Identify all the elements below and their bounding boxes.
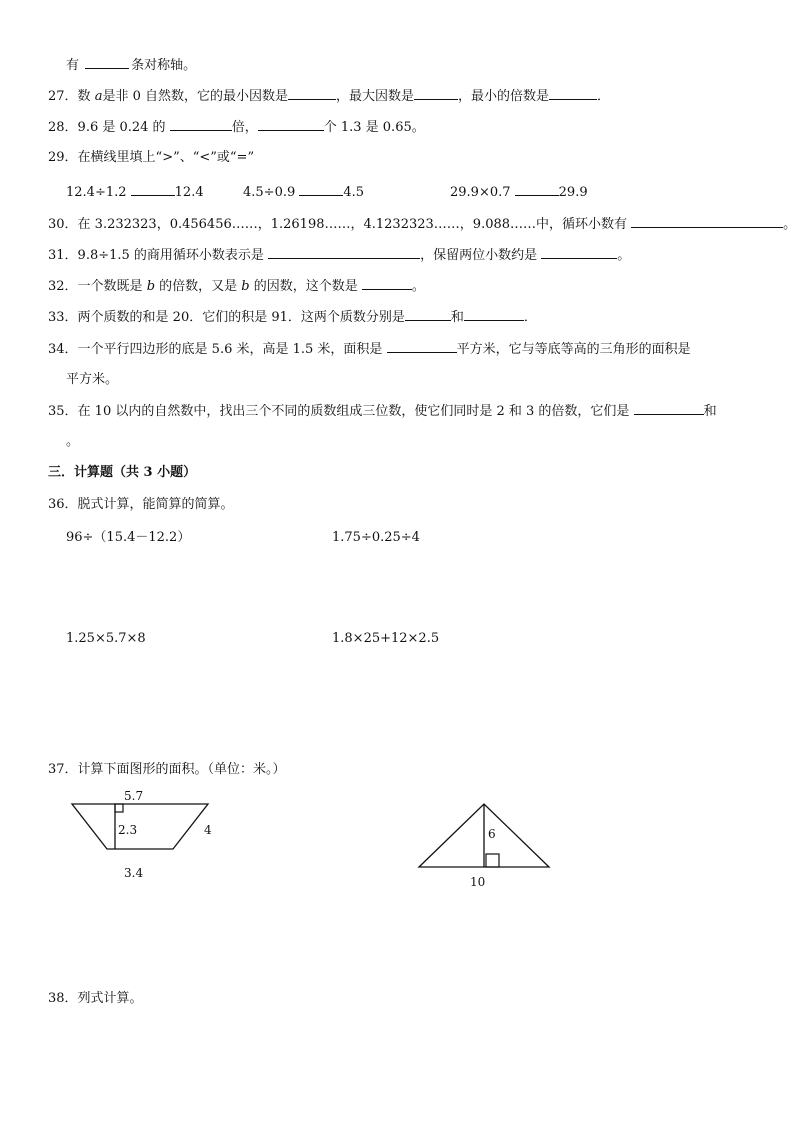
q36-expr-4: 1.8×25+12×2.5 xyxy=(332,631,440,646)
q26-blank[interactable] xyxy=(85,56,129,69)
trapezoid-bottom-label: 3.4 xyxy=(124,866,144,880)
question-34-cont: 平方米。 xyxy=(66,372,119,387)
q29-expr-2: 4.5÷0.9 4.5 xyxy=(243,185,365,200)
q28-blank-2[interactable] xyxy=(258,118,324,131)
question-29-stem: 29．在横线里填上“>”、“<”或“=” xyxy=(48,150,255,165)
question-30: 30．在 3.232323，0.456456……，1.26198……，4.1232323……，9.088……中，循环小数有 。 xyxy=(48,217,796,232)
q36-expr-3: 1.25×5.7×8 xyxy=(66,631,146,646)
right-angle-mark xyxy=(115,804,123,812)
section-3-title: 三．计算题（共 3 小题） xyxy=(48,465,197,480)
q29-blank-1[interactable] xyxy=(131,183,175,196)
question-33: 33．两个质数的和是 20．它们的积是 91．这两个质数分别是 和 ． xyxy=(48,310,537,325)
q35-blank-1[interactable] xyxy=(634,402,704,415)
q29-expr-1: 12.4÷1.2 12.4 xyxy=(66,185,204,200)
question-31: 31．9.8÷1.5 的商用循环小数表示是 ，保留两位小数约是 。 xyxy=(48,248,631,263)
q31-blank-1[interactable] xyxy=(268,246,420,259)
q27-blank-2[interactable] xyxy=(414,87,458,100)
q26-tail: 有 条对称轴。 xyxy=(66,58,197,73)
right-angle-mark xyxy=(486,854,499,867)
q29-blank-2[interactable] xyxy=(299,183,343,196)
question-34: 34．一个平行四边形的底是 5.6 米，高是 1.5 米，面积是 平方米，它与等底等高的三角形的面积是 xyxy=(48,342,691,357)
q28-blank-1[interactable] xyxy=(170,118,232,131)
q33-blank-2[interactable] xyxy=(464,308,524,321)
trapezoid-side-label: 4 xyxy=(204,823,212,837)
question-35: 35．在 10 以内的自然数中，找出三个不同的质数组成三位数，使它们同时是 2 和 3 的倍数，它们是 和 xyxy=(48,404,717,419)
trapezoid-shape xyxy=(72,804,208,849)
trapezoid-figure xyxy=(60,786,240,886)
triangle-figure xyxy=(410,796,560,896)
triangle-base-label: 10 xyxy=(470,875,486,889)
question-37-stem: 37．计算下面图形的面积。（单位：米。） xyxy=(48,762,286,777)
q36-expr-2: 1.75÷0.25÷4 xyxy=(332,530,420,545)
q29-expr-3: 29.9×0.7 29.9 xyxy=(450,185,588,200)
question-35-cont: 。 xyxy=(66,434,80,449)
q30-blank[interactable] xyxy=(631,215,783,228)
q29-blank-3[interactable] xyxy=(515,183,559,196)
q34-blank-1[interactable] xyxy=(387,340,457,353)
question-36-stem: 36．脱式计算，能简算的简算。 xyxy=(48,497,234,512)
triangle-height-label: 6 xyxy=(488,827,496,841)
q31-blank-2[interactable] xyxy=(541,246,617,259)
q27-blank-3[interactable] xyxy=(549,87,597,100)
q32-blank[interactable] xyxy=(362,277,412,290)
q33-blank-1[interactable] xyxy=(405,308,451,321)
question-32: 32．一个数既是 b 的倍数，又是 b 的因数，这个数是 。 xyxy=(48,279,425,294)
question-38-stem: 38．列式计算。 xyxy=(48,991,143,1006)
trapezoid-height-label: 2.3 xyxy=(118,823,138,837)
question-28: 28．9.6 是 0.24 的 倍， 个 1.3 是 0.65。 xyxy=(48,120,425,135)
trapezoid-top-label: 5.7 xyxy=(124,789,144,803)
question-27: 27．数 a是非 0 自然数，它的最小因数是 ，最大因数是 ，最小的倍数是 ． xyxy=(48,89,611,104)
q36-expr-1: 96÷（15.4－12.2） xyxy=(66,530,191,545)
q27-blank-1[interactable] xyxy=(288,87,336,100)
